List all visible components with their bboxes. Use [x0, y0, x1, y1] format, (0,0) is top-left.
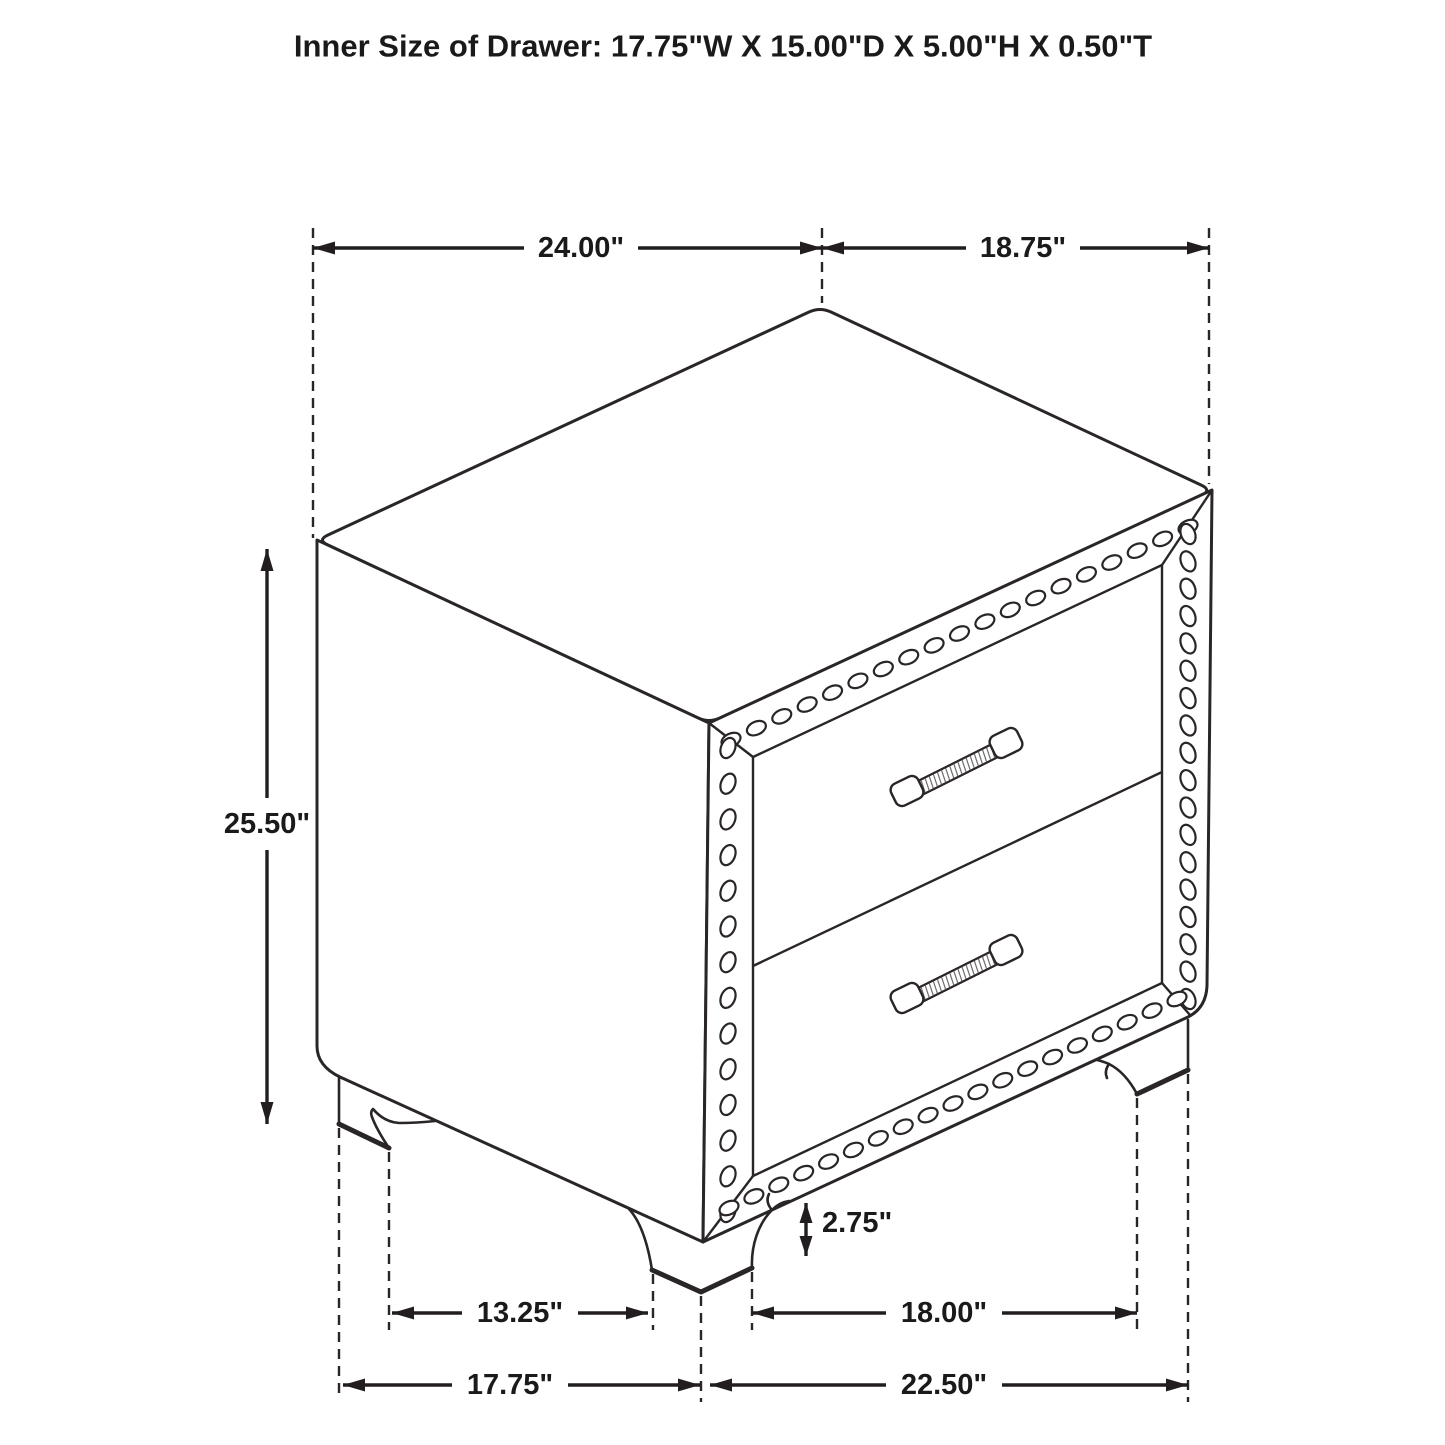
arrowhead-left: [822, 242, 844, 255]
dim-label-inner-span-left: 13.25": [476, 1297, 564, 1329]
arrowhead-left: [710, 1379, 732, 1392]
dimension-leg-height: [800, 1203, 893, 1256]
dimension-outer-span-right: [710, 1369, 1188, 1401]
arrowhead-right: [800, 242, 822, 255]
dimension-inner-span-left: [392, 1297, 648, 1329]
dimension-inner-span-right: [752, 1297, 1137, 1329]
arrowhead-left: [313, 242, 335, 255]
dim-label-top-depth: 18.75": [979, 232, 1067, 264]
dimension-top-width: [313, 232, 822, 264]
dim-label-inner-span-right: 18.00": [900, 1297, 988, 1329]
arrowhead-left: [752, 1307, 774, 1320]
dim-label-outer-span-right: 22.50": [900, 1369, 988, 1401]
arrowhead-up: [261, 549, 274, 571]
nightstand-drawing: [317, 310, 1212, 1293]
arrowhead-down: [261, 1102, 274, 1124]
arrowhead-down: [800, 1236, 813, 1256]
dim-label-overall-height: 25.50": [223, 808, 311, 840]
arrowhead-left: [343, 1379, 365, 1392]
arrowhead-up: [800, 1203, 813, 1223]
arrowhead-right: [1115, 1307, 1137, 1320]
dimension-outer-span-left: [343, 1369, 700, 1401]
dimension-top-depth: [822, 232, 1209, 264]
arrowhead-left: [392, 1307, 414, 1320]
arrowhead-right: [1166, 1379, 1188, 1392]
arrowhead-right: [626, 1307, 648, 1320]
arrowhead-right: [1187, 242, 1209, 255]
dimension-overall-height: [224, 549, 310, 1124]
dim-label-top-width: 24.00": [537, 232, 625, 264]
page-title: Inner Size of Drawer: 17.75"W X 15.00"D X 5.00"H X 0.50"T: [293, 28, 1153, 64]
dim-label-outer-span-left: 17.75": [466, 1369, 554, 1401]
arrowhead-right: [678, 1379, 700, 1392]
dim-label-leg-height: 2.75": [822, 1207, 893, 1239]
